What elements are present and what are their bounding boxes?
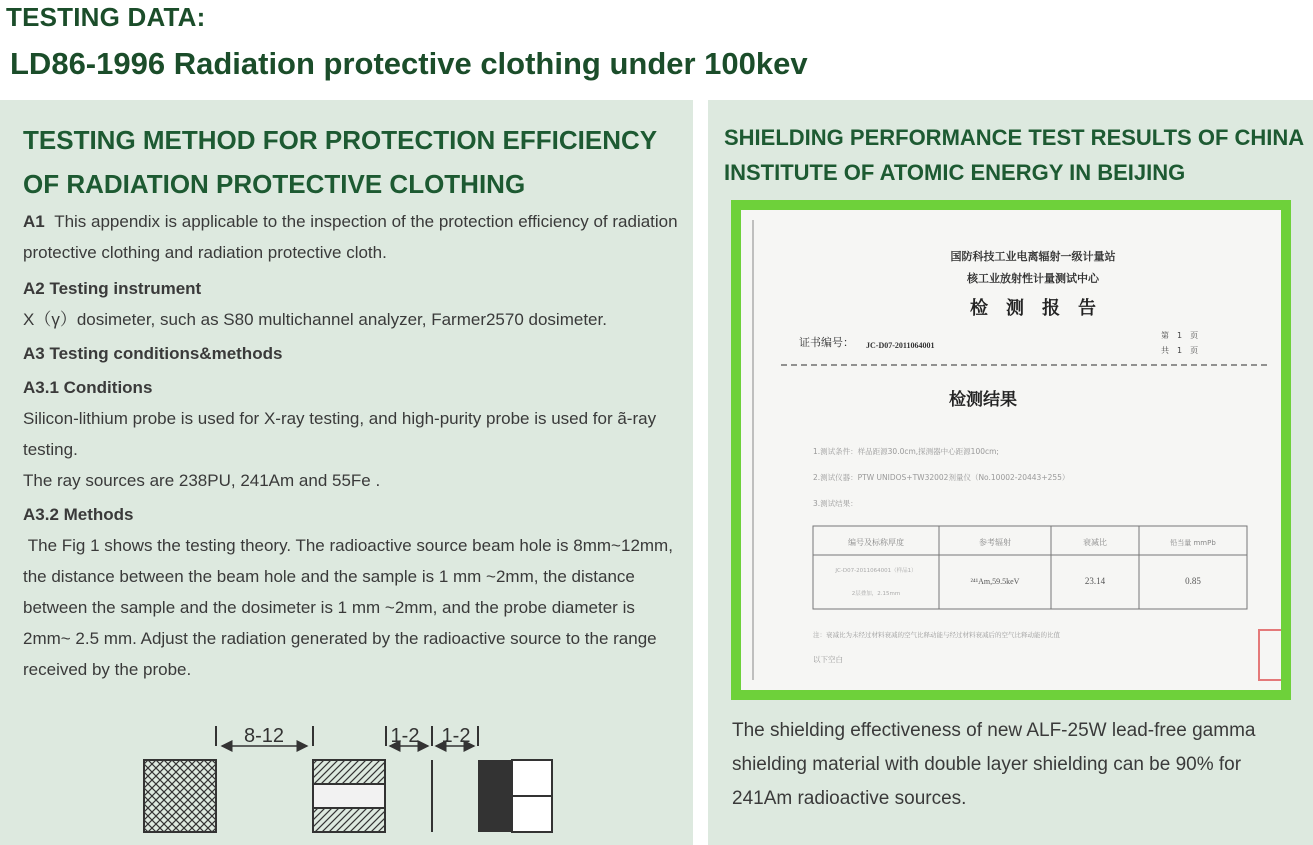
a32-text: The Fig 1 shows the testing theory. The radioactive source beam hole is 8mm~12mm, the distance between the beam hole and the sample is 1 mm ~2mm, the distance between the sample and the dosimeter is 1 mm ~2mm, and the probe diameter is 2mm~ 2.5 mm. Adjust the radiation generated by the radioactive source to the range received by the probe. xyxy=(23,536,678,679)
a31-text-sources: The ray sources are 238PU, 241Am and 55Fe . xyxy=(23,471,381,490)
a31-text: Silicon-lithium probe is used for X-ray testing, and high-purity probe is used for ã-ray testing. xyxy=(23,409,657,459)
dim-label-1-2-a: 1-2 xyxy=(390,725,420,747)
report-page-b: 共 1 页 xyxy=(1161,346,1199,355)
page-title: TESTING DATA: xyxy=(6,2,206,32)
a31-heading: A3.1 Conditions xyxy=(23,378,153,397)
report-note: 注：衰减比为未经过材料衰减的空气比释动能与经过材料衰减后的空气比释动能的比值 xyxy=(813,631,1060,639)
shielding-results-title: SHIELDING PERFORMANCE TEST RESULTS OF CHINA INSTITUTE OF ATOMIC ENERGY IN BEIJING xyxy=(724,125,1304,185)
report-cert-label: 证书编号： xyxy=(799,336,854,349)
report-cert-no: JC-D07-2011064001 xyxy=(866,341,935,350)
beam-hole xyxy=(313,784,385,808)
testing-method-body xyxy=(23,206,683,685)
test-report-frame xyxy=(731,200,1291,700)
testing-theory-diagram xyxy=(140,720,570,840)
shielding-results-panel xyxy=(708,100,1313,845)
dim-label-8-12: 8-12 xyxy=(243,725,285,747)
report-th-4: 铅当量 mmPb xyxy=(1170,539,1216,547)
shielding-caption: The shielding effectiveness of new ALF-25W lead-free gamma shielding material with double layer shielding can be 90% for 241Am radioactive sources. xyxy=(732,720,1256,809)
testing-method-title: TESTING METHOD FOR PROTECTION EFFICIENCY OF RADIATION PROTECTIVE CLOTHING xyxy=(23,125,657,199)
report-page-a: 第 1 页 xyxy=(1161,331,1199,340)
dosimeter-probe xyxy=(478,760,512,832)
report-td-4: 0.85 xyxy=(1185,576,1201,586)
a3-heading: A3 Testing conditions&methods xyxy=(23,344,283,363)
red-stamp xyxy=(1259,630,1281,680)
a2-heading: A2 Testing instrument xyxy=(23,279,202,298)
page-subtitle: LD86-1996 Radiation protective clothing under 100kev xyxy=(10,46,808,81)
a1-paragraph xyxy=(23,206,683,268)
dim-label-1-2-b: 1-2 xyxy=(441,725,471,747)
report-th-2: 参考辐射 xyxy=(979,538,1011,547)
report-org-line1: 国防科技工业电离辐射一级计量站 xyxy=(950,250,1116,263)
radioactive-source xyxy=(144,760,216,832)
a2-text: X（γ）dosimeter, such as S80 multichannel analyzer, Farmer2570 dosimeter. xyxy=(23,310,607,329)
a32-heading: A3.2 Methods xyxy=(23,505,134,524)
report-td-1-note: 2层叠加，2.15mm xyxy=(851,591,901,597)
a1-text: This appendix is applicable to the inspection of the protection efficiency of radiation protective clothing and radiation protective cloth. xyxy=(23,212,678,262)
report-th-3: 衰减比 xyxy=(1083,538,1107,547)
test-report-scan xyxy=(741,210,1281,690)
report-doc-title: 检 测 报 告 xyxy=(970,298,1096,319)
test-report-image xyxy=(741,210,1281,690)
report-td-2: ²⁴¹Am,59.5keV xyxy=(970,577,1020,586)
report-end: 以下空白 xyxy=(813,655,843,664)
report-line2: 2.测试仪器：PTW UNIDOS+TW32002剂量仪（No.10002-20443+255） xyxy=(813,473,1070,482)
report-line1: 1.测试条件：样品距源30.0cm,探测器中心距源100cm; xyxy=(813,447,999,456)
report-td-3: 23.14 xyxy=(1084,576,1106,586)
report-td-1: JC-D07-2011064001（样品1） xyxy=(835,568,917,574)
report-results-title: 检测结果 xyxy=(949,390,1017,410)
collimator-lower xyxy=(313,808,385,832)
a1-label: A1 xyxy=(23,212,45,231)
report-line3: 3.测试结果： xyxy=(813,499,858,508)
report-th-1: 编号及标称厚度 xyxy=(848,538,904,547)
collimator-upper xyxy=(313,760,385,784)
report-org-line2: 核工业放射性计量测试中心 xyxy=(967,272,1099,285)
